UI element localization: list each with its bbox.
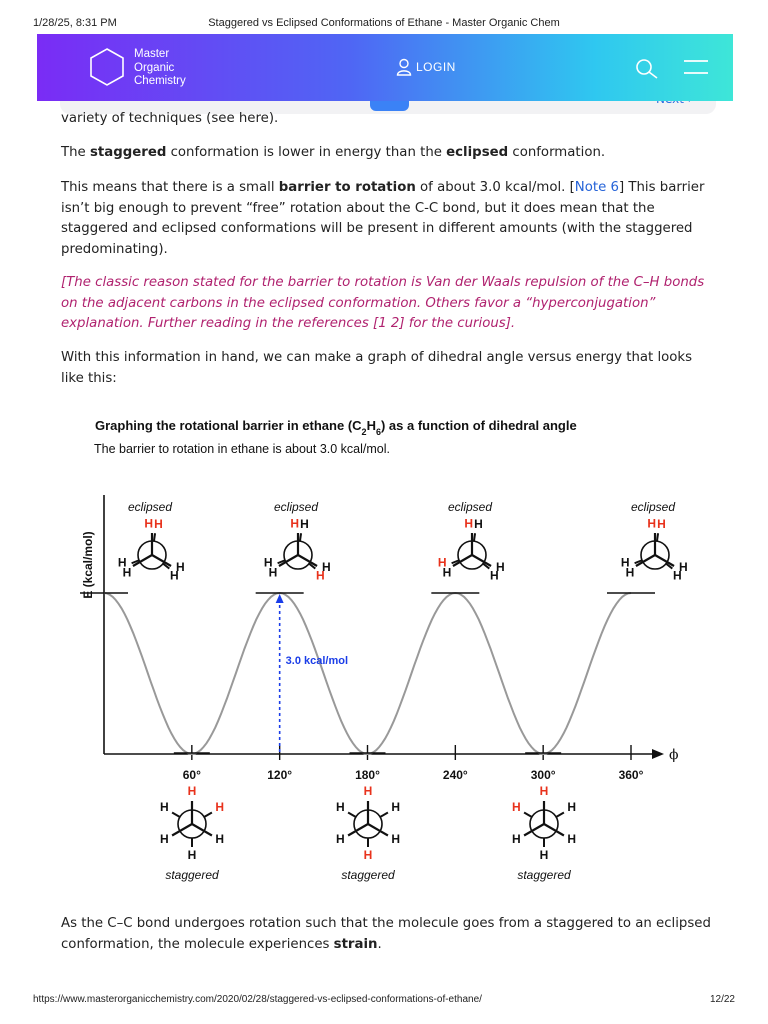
hydrogen-label: H: [625, 565, 635, 580]
x-axis-arrow: [652, 749, 664, 759]
hydrogen-label: H: [300, 516, 309, 531]
bold-strain: strain: [333, 936, 378, 952]
x-tick-label: 300°: [530, 768, 556, 782]
print-date: 1/28/25, 8:31 PM: [33, 17, 117, 29]
y-axis-label: E (kcal/mol): [81, 531, 95, 599]
eclipsed-newman-projection: [264, 516, 331, 582]
hydrogen-label: H: [678, 559, 688, 574]
hydrogen-label: H: [215, 800, 225, 815]
hydrogen-label: H: [489, 568, 499, 583]
barrier-arrow-head: [276, 594, 284, 603]
text-span: conformation is lower in energy than the: [166, 145, 447, 160]
hydrogen-label: H: [175, 559, 185, 574]
paragraph-strain: [61, 914, 711, 955]
hydrogen-label: H: [391, 832, 401, 847]
hydrogen-label: H: [437, 555, 447, 570]
back-bond: [154, 533, 155, 541]
hydrogen-label: H: [169, 568, 179, 583]
hydrogen-label: H: [290, 516, 300, 531]
hydrogen-label: H: [122, 565, 132, 580]
staggered-newman-projection: [336, 784, 400, 862]
text-span: .: [377, 936, 382, 952]
back-bond: [300, 533, 301, 541]
chart-svg: [0, 405, 768, 895]
hydrogen-label: H: [363, 848, 373, 863]
print-header: [0, 0, 768, 28]
eclipsed-newman-projection: [621, 516, 688, 582]
eclipsed-newman-projection: [118, 516, 185, 582]
logo-line-2: Organic: [134, 61, 175, 74]
menu-button[interactable]: [683, 58, 709, 76]
chart-title-part: 2: [361, 427, 367, 437]
eclipsed-label: eclipsed: [273, 500, 319, 514]
back-bond: [524, 813, 532, 818]
back-bond: [474, 533, 475, 541]
paragraph-graph-intro: With this information in hand, we can make a graph of dihedral angle versus energy that looks like this:: [61, 350, 693, 386]
chart-title-part: Graphing the rotational barrier in ethane (C: [95, 418, 362, 433]
staggered-newman-projection: [160, 784, 224, 862]
hamburger-menu-icon: [683, 58, 709, 76]
staggered-label: staggered: [341, 868, 395, 882]
hydrogen-label: H: [464, 516, 474, 531]
back-bond: [657, 533, 658, 541]
chart-title-part: ) as a function of dihedral angle: [380, 418, 577, 433]
energy-curve: [104, 593, 631, 754]
hydrogen-label: H: [511, 800, 521, 815]
barrier-label: 3.0 kcal/mol: [285, 655, 349, 667]
hydrogen-label: H: [263, 555, 273, 570]
hydrogen-label: H: [567, 832, 577, 847]
bold-barrier: barrier to rotation: [278, 180, 416, 195]
eclipsed-newman-projection: [438, 516, 505, 582]
hydrogen-label: H: [442, 565, 452, 580]
logo-hexagon-icon[interactable]: [88, 47, 126, 91]
x-tick-label: 60°: [182, 768, 201, 782]
chart-title: [95, 418, 577, 437]
site-header: [37, 34, 733, 101]
staggered-newman-projection: [512, 784, 576, 862]
chart-subtitle: The barrier to rotation in ethane is about 3.0 kcal/mol.: [94, 442, 390, 456]
eclipsed-label: eclipsed: [447, 500, 493, 514]
hydrogen-label: H: [335, 832, 345, 847]
print-title: Staggered vs Eclipsed Conformations of Ethane - Master Organic Chem: [208, 17, 560, 29]
x-axis-symbol: ϕ: [669, 747, 679, 763]
hydrogen-label: H: [154, 516, 163, 531]
paragraph-barrier: [61, 178, 711, 260]
eclipsed-label: eclipsed: [630, 500, 676, 514]
hydrogen-label: H: [159, 832, 169, 847]
hydrogen-label: H: [620, 555, 630, 570]
back-bond: [348, 813, 356, 818]
staggered-label: staggered: [517, 868, 571, 882]
x-tick-label: 240°: [442, 768, 468, 782]
hydrogen-label: H: [187, 784, 197, 799]
bold-eclipsed: eclipsed: [446, 145, 509, 160]
search-button[interactable]: [633, 57, 661, 79]
back-bond: [556, 813, 564, 818]
hydrogen-label: H: [539, 784, 549, 799]
rotational-barrier-chart: [0, 405, 768, 895]
note-6-link[interactable]: Note 6: [574, 180, 619, 195]
x-tick-label: 120°: [267, 768, 293, 782]
back-bond: [172, 813, 180, 818]
hydrogen-label: H: [495, 559, 505, 574]
text-span: conformation.: [508, 145, 606, 160]
plot-area: [80, 495, 688, 882]
hydrogen-label: H: [159, 800, 169, 815]
site-logo-text[interactable]: [134, 48, 186, 89]
paragraph-classic-reason: [The classic reason stated for the barrier to rotation is Van der Waals repulsion of the C–H bonds on the adjacent carbons in the eclipsed conformation. Others favor a “hyperconjugation” explanation. Further reading in the references [1 2] for the curious].: [61, 275, 705, 332]
login-label: LOGIN: [416, 60, 456, 74]
hydrogen-label: H: [215, 832, 225, 847]
hydrogen-label: H: [391, 800, 401, 815]
hydrogen-label: H: [335, 800, 345, 815]
print-footer: [0, 992, 768, 1012]
chart-title-part: 6: [375, 427, 381, 437]
user-icon: [396, 58, 412, 76]
print-url: https://www.masterorganicchemistry.com/2020/02/28/staggered-vs-eclipsed-conformations-of-ethane/: [33, 994, 482, 1005]
bold-staggered: staggered: [89, 145, 167, 160]
logo-line-1: Master: [134, 48, 170, 60]
hydrogen-label: H: [647, 516, 657, 531]
hydrogen-label: H: [657, 516, 666, 531]
chart-title-part: H: [366, 418, 376, 433]
hydrogen-label: H: [672, 568, 682, 583]
eclipsed-label: eclipsed: [127, 500, 173, 514]
logo-line-3: Chemistry: [134, 75, 186, 87]
text-span: of about 3.0 kcal/mol. [: [415, 180, 575, 195]
paragraph-techniques: variety of techniques (see here).: [61, 111, 279, 126]
hydrogen-label: H: [567, 800, 577, 815]
hydrogen-label: H: [315, 568, 325, 583]
text-span: This means that there is a small: [61, 180, 279, 195]
search-icon: [633, 57, 661, 79]
hydrogen-label: H: [117, 555, 127, 570]
hydrogen-label: H: [363, 784, 373, 799]
text-span: The: [61, 145, 90, 160]
x-tick-label: 180°: [355, 768, 380, 782]
hydrogen-label: H: [144, 516, 154, 531]
hydrogen-label: H: [187, 848, 197, 863]
text-span: As the C–C bond undergoes rotation such that the molecule goes from a staggered to an eclipsed conformation, the molecule experiences: [61, 916, 711, 952]
hydrogen-label: H: [539, 848, 549, 863]
paragraph-staggered-lower: [61, 143, 711, 164]
hydrogen-label: H: [321, 559, 331, 574]
print-page-number: 12/22: [709, 994, 735, 1005]
x-tick-label: 360°: [618, 768, 644, 782]
back-bond: [380, 813, 388, 818]
login-button[interactable]: [396, 58, 456, 76]
hydrogen-label: H: [268, 565, 278, 580]
hydrogen-label: H: [511, 832, 521, 847]
back-bond: [204, 813, 212, 818]
hydrogen-label: H: [474, 516, 483, 531]
text-span: ] This barrier isn’t big enough to prevent “free” rotation about the C-C bond, but it does mean that the staggered and eclipsed conformations will be present in different amounts (with the staggered predominating).: [61, 180, 705, 257]
staggered-label: staggered: [165, 868, 219, 882]
